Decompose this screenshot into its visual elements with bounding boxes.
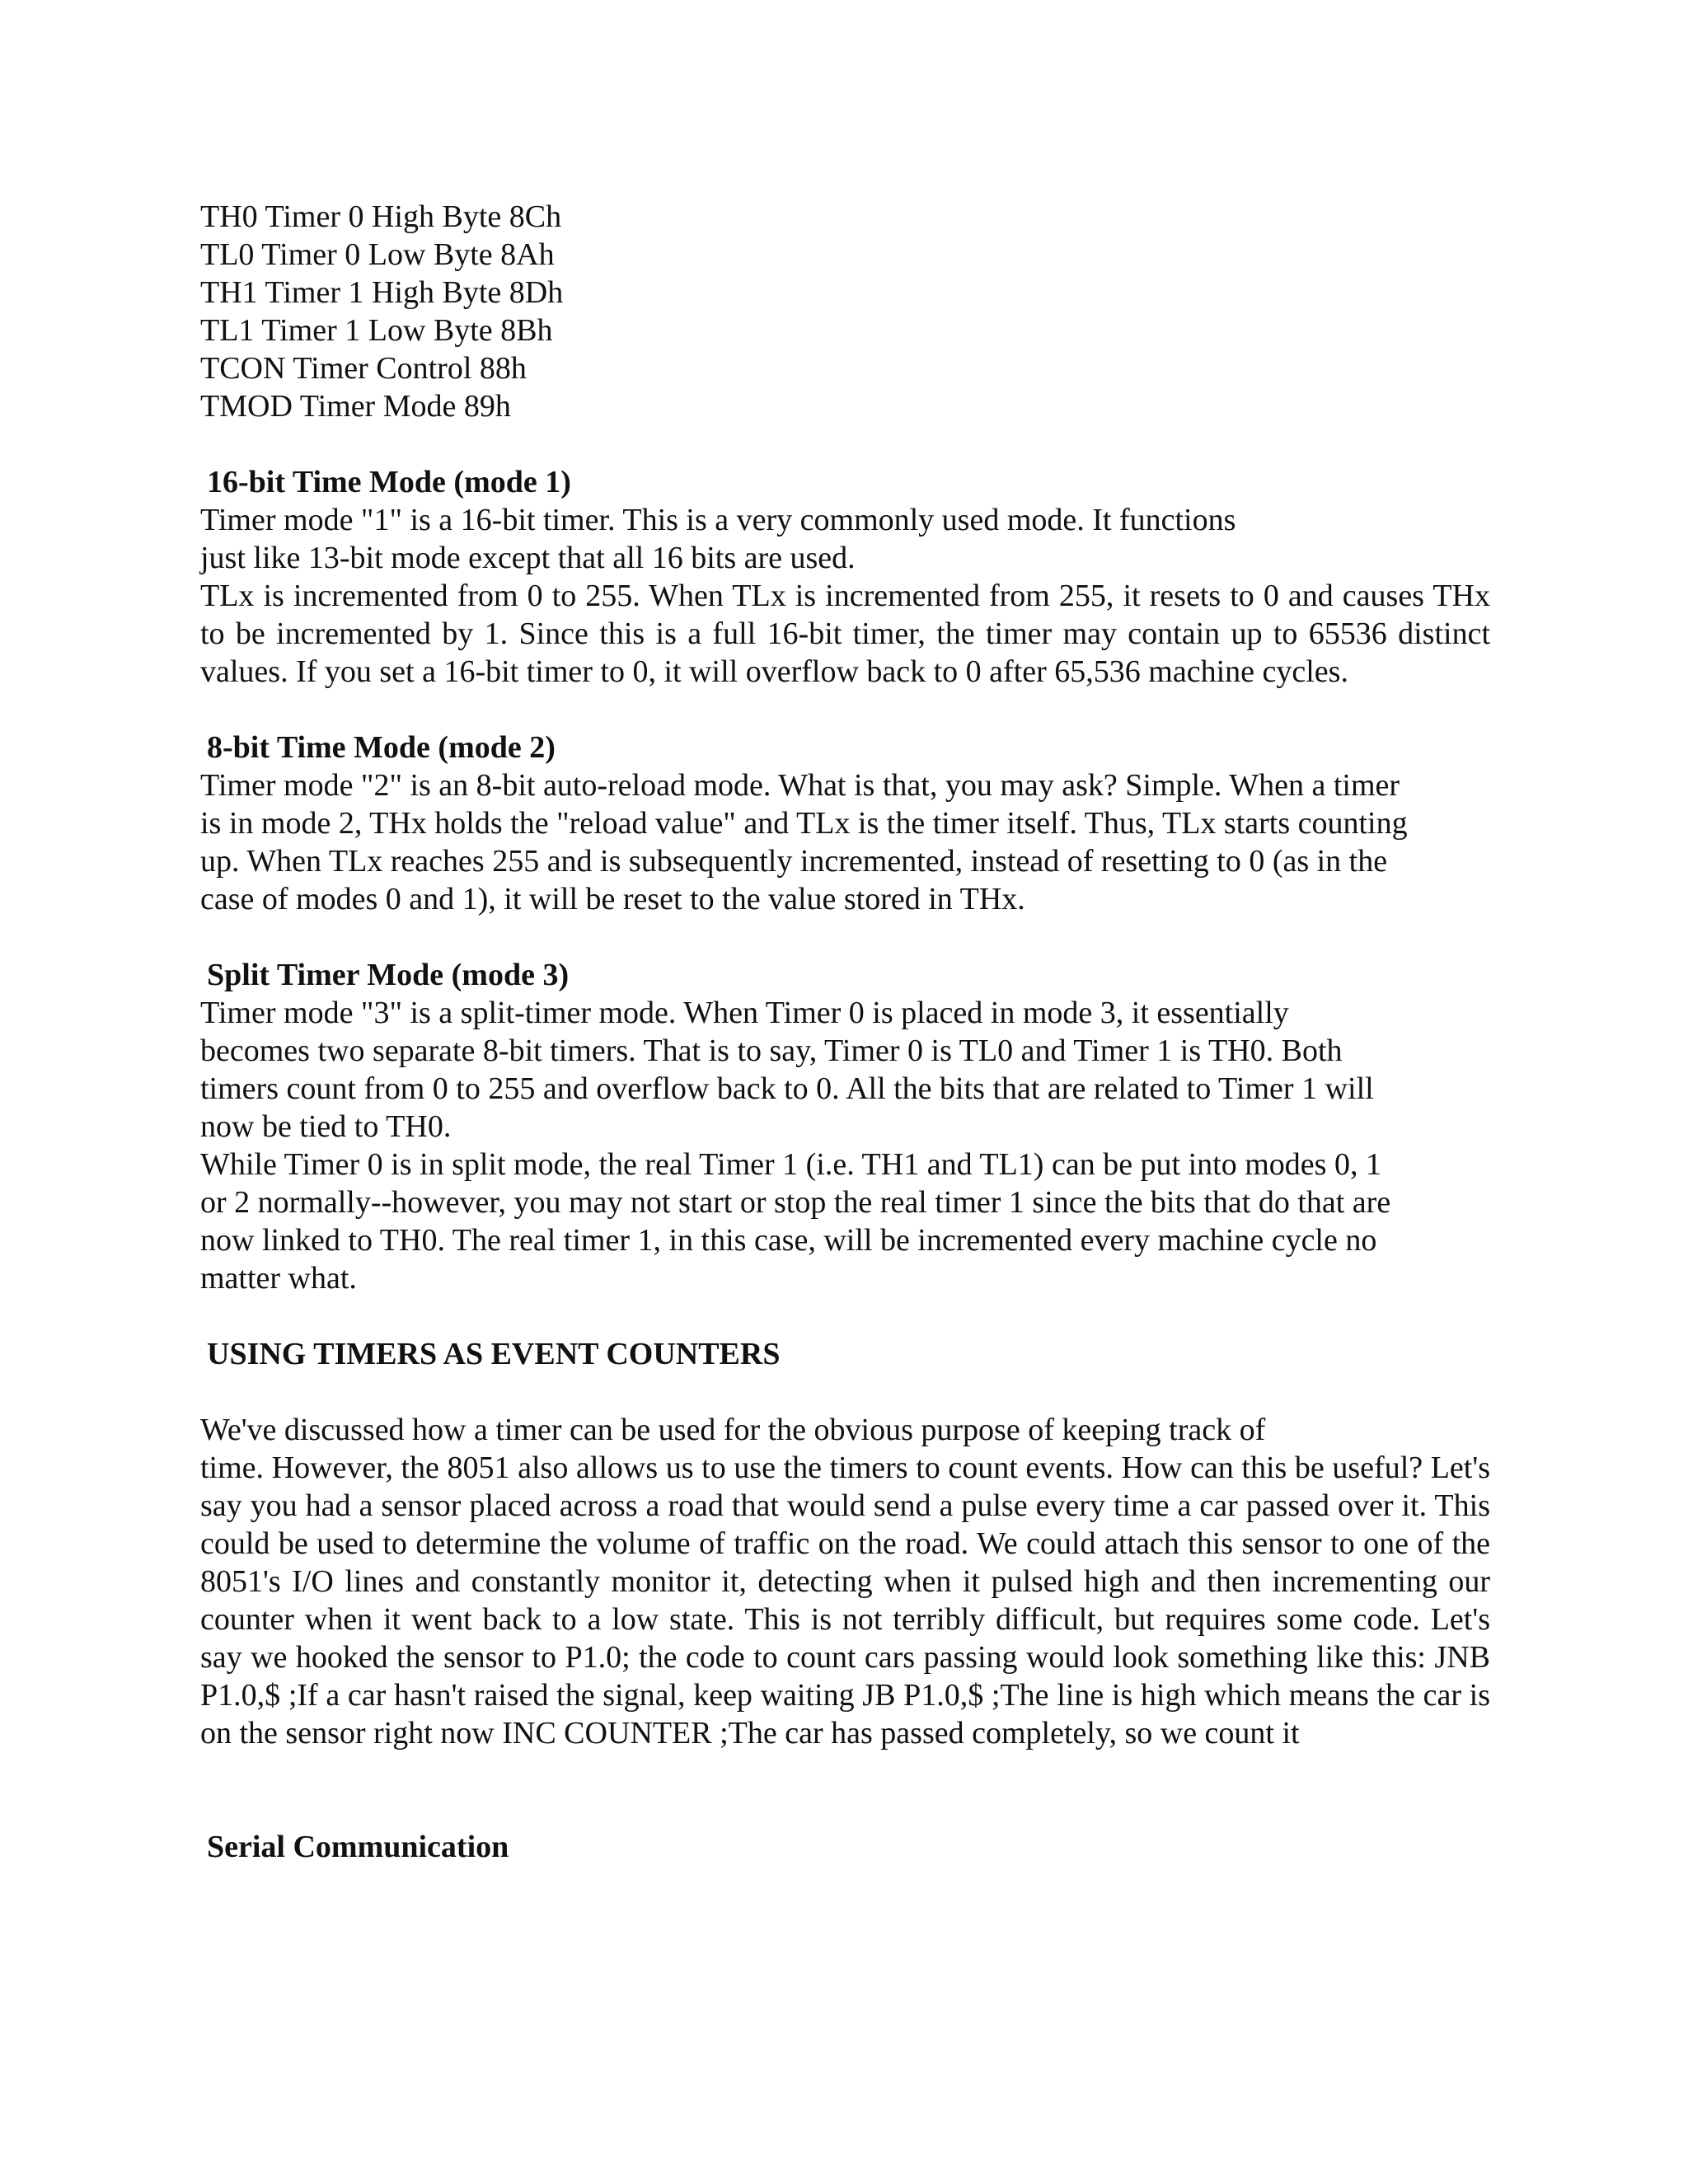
spacer	[200, 691, 1490, 729]
paragraph-line: is in mode 2, THx holds the "reload value" and TLx is the timer itself. Thus, TLx starts counting	[200, 806, 1408, 841]
section-event-counters	[200, 1335, 1490, 1752]
register-line: TH0 Timer 0 High Byte 8Ch	[200, 199, 562, 234]
section-mode-1	[200, 463, 1490, 691]
section-mode-3	[200, 956, 1490, 1297]
spacer	[200, 918, 1490, 956]
spacer	[200, 1297, 1490, 1335]
paragraph-line: case of modes 0 and 1), it will be reset to the value stored in THx.	[200, 882, 1025, 916]
paragraph: TLx is incremented from 0 to 255. When TLx is incremented from 255, it resets to 0 and causes THx to be incremented by 1. Since this is a full 16-bit timer, the timer may contain up to 65536 distinct values. If you set a 16-bit timer to 0, it will overflow back to 0 after 65,536 machine cycles.	[200, 579, 1490, 689]
register-line: TMOD Timer Mode 89h	[200, 389, 511, 424]
paragraph: time. However, the 8051 also allows us to use the timers to count events. How can this be useful? Let's say you had a sensor placed across a road that would send a pulse every time a car passed over it. This could be used to determine the volume of traffic on the road. We could attach this sensor to one of the 8051's I/O lines and constantly monitor it, detecting when it pulsed high and then incrementing our counter when it went back to a low state. This is not terribly difficult, but requires some code. Let's say we hooked the sensor to P1.0; the code to count cars passing would look something like this: JNB P1.0,$ ;If a car hasn't raised the signal, keep waiting JB P1.0,$ ;The line is high which means the car is on the sensor right now INC COUNTER ;The car has passed completely, so we count it	[200, 1451, 1490, 1750]
section-heading: USING TIMERS AS EVENT COUNTERS	[207, 1337, 781, 1371]
register-list	[200, 198, 1490, 425]
paragraph-line: timers count from 0 to 255 and overflow back to 0. All the bits that are related to Timer 1 will	[200, 1071, 1374, 1106]
section-heading: 16-bit Time Mode (mode 1)	[207, 465, 571, 499]
section-serial	[200, 1828, 1490, 1866]
register-line: TH1 Timer 1 High Byte 8Dh	[200, 275, 564, 310]
section-heading: Serial Communication	[207, 1830, 509, 1864]
document-body	[200, 198, 1490, 1866]
paragraph-line: becomes two separate 8-bit timers. That is to say, Timer 0 is TL0 and Timer 1 is TH0. Both	[200, 1033, 1343, 1068]
section-mode-2	[200, 729, 1490, 918]
paragraph-line: now be tied to TH0.	[200, 1109, 452, 1144]
paragraph-line: Timer mode "3" is a split-timer mode. When Timer 0 is placed in mode 3, it essentially	[200, 996, 1289, 1030]
paragraph-line: Timer mode "1" is a 16-bit timer. This is a very commonly used mode. It functions	[200, 503, 1236, 537]
paragraph-line: We've discussed how a timer can be used for the obvious purpose of keeping track of	[200, 1413, 1266, 1447]
spacer	[200, 1752, 1490, 1828]
section-heading: Split Timer Mode (mode 3)	[207, 958, 570, 992]
paragraph-line: matter what.	[200, 1261, 357, 1296]
paragraph-line: Timer mode "2" is an 8-bit auto-reload mode. What is that, you may ask? Simple. When a timer	[200, 768, 1400, 803]
section-heading: 8-bit Time Mode (mode 2)	[207, 730, 556, 765]
spacer	[200, 1373, 1490, 1411]
register-line: TL0 Timer 0 Low Byte 8Ah	[200, 237, 555, 272]
paragraph-line: just like 13-bit mode except that all 16 bits are used.	[200, 541, 856, 575]
register-line: TL1 Timer 1 Low Byte 8Bh	[200, 313, 553, 348]
paragraph-line: now linked to TH0. The real timer 1, in this case, will be incremented every machine cycle no	[200, 1223, 1377, 1258]
paragraph-line: or 2 normally--however, you may not start or stop the real timer 1 since the bits that do that are	[200, 1185, 1391, 1220]
register-line: TCON Timer Control 88h	[200, 351, 527, 386]
paragraph-line: While Timer 0 is in split mode, the real Timer 1 (i.e. TH1 and TL1) can be put into modes 0, 1	[200, 1147, 1381, 1182]
spacer	[200, 425, 1490, 463]
paragraph-line: up. When TLx reaches 255 and is subsequently incremented, instead of resetting to 0 (as in the	[200, 844, 1388, 879]
